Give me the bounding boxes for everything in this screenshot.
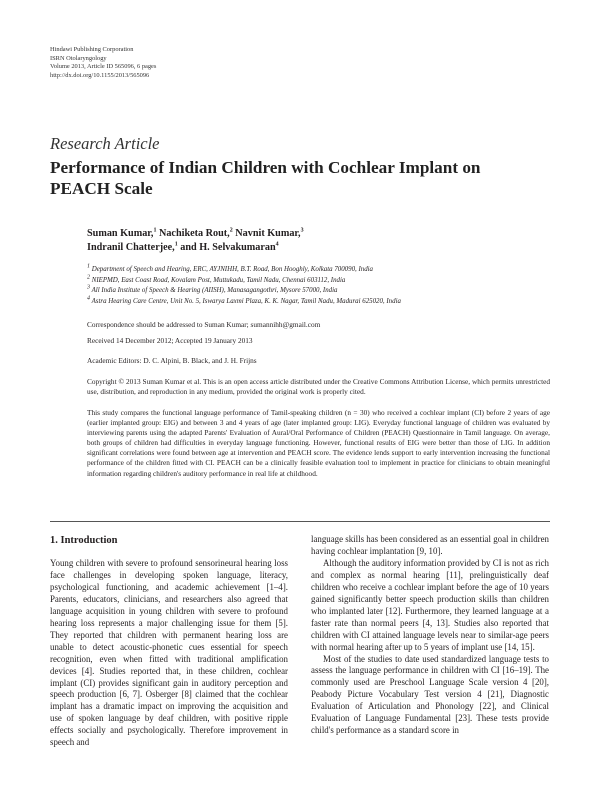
section-heading: 1. Introduction xyxy=(50,535,118,546)
affil-mark: 4 xyxy=(275,241,279,248)
article-type: Research Article xyxy=(50,134,160,153)
affiliations xyxy=(87,265,567,307)
paragraph: Although the auditory information provided by CI is not as rich and complex as normal hearing [11], prelinguistically deaf children who receive a cochlear implant before the age of 10 years gained significantly better speech production skills than children who implanted later [12]. Furthermore, they learned language at a faster rate than normal peers [4, 13]. Studies also reported that children with CI attained language levels near to similar-age peers with normal hearing after up to 5 years of implant use [14, 15]. xyxy=(311,557,549,652)
affil-mark: 1 xyxy=(174,241,178,248)
editors: Academic Editors: D. C. Alpini, B. Black, and J. H. Frijns xyxy=(87,356,257,365)
left-column xyxy=(50,558,288,749)
author-name: Indranil Chatterjee, xyxy=(87,242,175,253)
article-title xyxy=(50,157,560,199)
affiliation: $^3$ All India Institute of Speech & Hearing (AIISH), Manasagangothri, Mysore 57000, India xyxy=(87,284,338,295)
author-list xyxy=(87,227,557,255)
author-name: Nachiketa Rout, xyxy=(156,228,230,239)
copyright-notice: Copyright © 2013 Suman Kumar et al. This is an open access article distributed under the Creative Commons Attribution License, which permits unrestricted use, distribution, and reproduction in any medium, provided the original work is properly cited. xyxy=(87,377,550,397)
author-name: Suman Kumar, xyxy=(87,228,154,239)
journal-header xyxy=(50,46,156,80)
affiliation: $^4$ Astra Hearing Care Centre, Unit No. 5, Iswarya Laxmi Plaza, K. K. Nagar, Tamil Nadu, Madurai 625020, India xyxy=(87,295,401,305)
affil-mark: 1 xyxy=(153,227,157,234)
paragraph: language skills has been considered as an essential goal in children having cochlear implantation [9, 10]. xyxy=(311,534,549,556)
title-line-1: Performance of Indian Children with Cochlear Implant on xyxy=(50,158,481,177)
author-name: Navnit Kumar, xyxy=(232,228,301,239)
doi-link[interactable]: http://dx.doi.org/10.1155/2013/565096 xyxy=(50,71,150,79)
dates: Received 14 December 2012; Accepted 19 January 2013 xyxy=(87,336,253,345)
affiliation: $^2$ NIEPMD, East Coast Road, Kovalam Post, Muttukadu, Tamil Nadu, Chennai 603112, India xyxy=(87,274,346,284)
correspondence: Correspondence should be addressed to Suman Kumar; sumannihh@gmail.com xyxy=(87,320,321,329)
publisher: Hindawi Publishing Corporation xyxy=(50,46,134,53)
paragraph: Young children with severe to profound sensorineural hearing loss face challenges in developing spoken language, literacy, psychological functioning, and academic achievement [1–4]. Parents, educators, clinicians, and researchers also agreed that language acquisition in young children with severe to profound hearing loss represents a major challenging issue for them [5]. They reported that children with permanent hearing loss are unable to detect acoustic-phonetic cues essential for speech recognition, even when fitted with traditional amplification devices [4]. Studies reported that, in these children, cochlear implant (CI) provides significant gain in auditory perception and speech production [6, 7]. Osberger [8] claimed that the cochlear implant has a dramatic impact on improving the acquisition and use of spoken language by deaf children, with positive ripple effects socially and psychologically. Therefore improvement in speech and xyxy=(50,558,288,748)
affil-mark: 2 xyxy=(229,227,233,234)
right-column xyxy=(311,534,549,737)
paragraph: Most of the studies to date used standardized language tests to assess the language performance in children with CI [16–19]. The commonly used are Preschool Language Scale version 4 [20], Peabody Picture Vocabulary Test version 4 [21], Diagnostic Evaluation of Articulation and Phonology [22], and Clinical Evaluation of Language Fundamental [23]. These tests provide child's performance as a standard score in xyxy=(311,653,549,736)
affil-mark: 3 xyxy=(300,227,304,234)
journal-name: ISRN Otolaryngology xyxy=(50,54,107,62)
affiliation: $^1$ Department of Speech and Hearing, ERC, AYJNIHH, B.T. Road, Bon Hooghly, Kolkata 700090, India xyxy=(87,263,373,273)
title-line-2: PEACH Scale xyxy=(50,179,153,198)
abstract: This study compares the functional language performance of Tamil-speaking children (n = 30) who received a cochlear implant (CI) before 2 years of age (earlier implanted group: EIG) and between 3 and 4 years of age (later implanted group: LIG). Everyday functional language of children was evaluated by interviewing parents using the adapted Parents' Evaluation of Aural/Oral Performance of Children (PEACH) Questionnaire in Tamil language. On average, both groups of children had difficulties in everyday language functioning. However, functional results of EIG were better than those of LIG. In addition significant correlations were found between age at intervention and PEACH score. The evidence lends support to early intervention increasing the functional performance of the children fitted with CI. PEACH can be a clinically feasible evaluation tool to implement in practice for clinicians to obtain meaningful information regarding children's auditory performance in real life at childhood. xyxy=(87,408,550,478)
author-name: and H. Selvakumaran xyxy=(177,242,276,253)
volume-info: Volume 2013, Article ID 565096, 6 pages xyxy=(50,63,157,71)
divider xyxy=(50,521,550,522)
